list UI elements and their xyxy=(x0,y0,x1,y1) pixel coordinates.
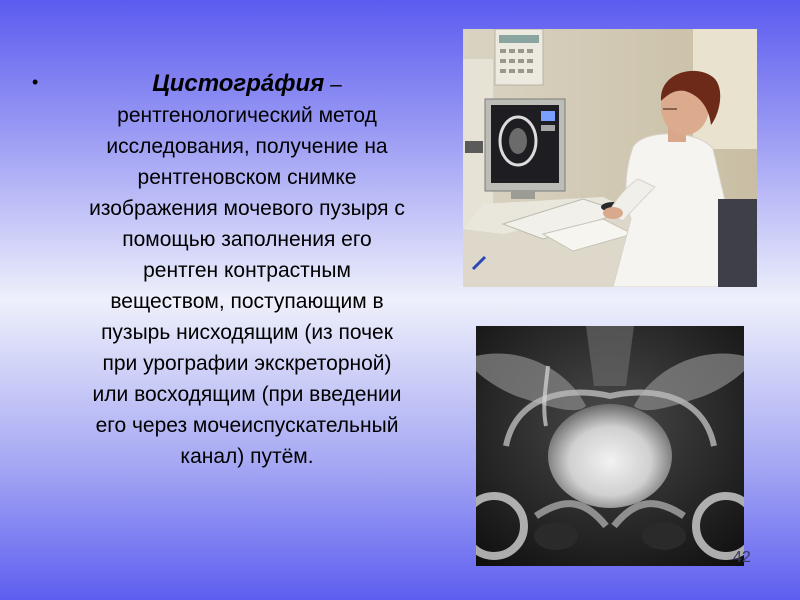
term-title: Цистогра́фия xyxy=(152,70,325,97)
definition-line: изображения мочевого пузыря с xyxy=(89,197,405,220)
radiologist-workstation-photo xyxy=(463,29,757,287)
term-line xyxy=(52,68,442,100)
term-dash: – xyxy=(324,73,342,96)
definition-line: пузырь нисходящим (из почек xyxy=(101,321,393,344)
definition-line: помощью заполнения его xyxy=(122,228,372,251)
slide-number: 42 xyxy=(733,549,751,566)
definition-line: исследования, получение на xyxy=(106,135,388,158)
definition-line: рентгенологический метод xyxy=(117,104,377,127)
definition-line: веществом, поступающим в xyxy=(110,290,384,313)
definition-line: или восходящим (при введении xyxy=(92,383,402,406)
definition-line: рентгеновском снимке xyxy=(137,166,357,189)
cystogram-xray-image xyxy=(476,326,744,566)
definition-line: рентген контрастным xyxy=(143,259,351,282)
definition-text-block xyxy=(52,68,442,472)
bullet-marker: • xyxy=(32,72,39,92)
definition-line: его через мочеиспускательный xyxy=(95,414,399,437)
definition-line: канал) путём. xyxy=(180,445,314,468)
definition-line: при урографии экскреторной) xyxy=(102,352,392,375)
